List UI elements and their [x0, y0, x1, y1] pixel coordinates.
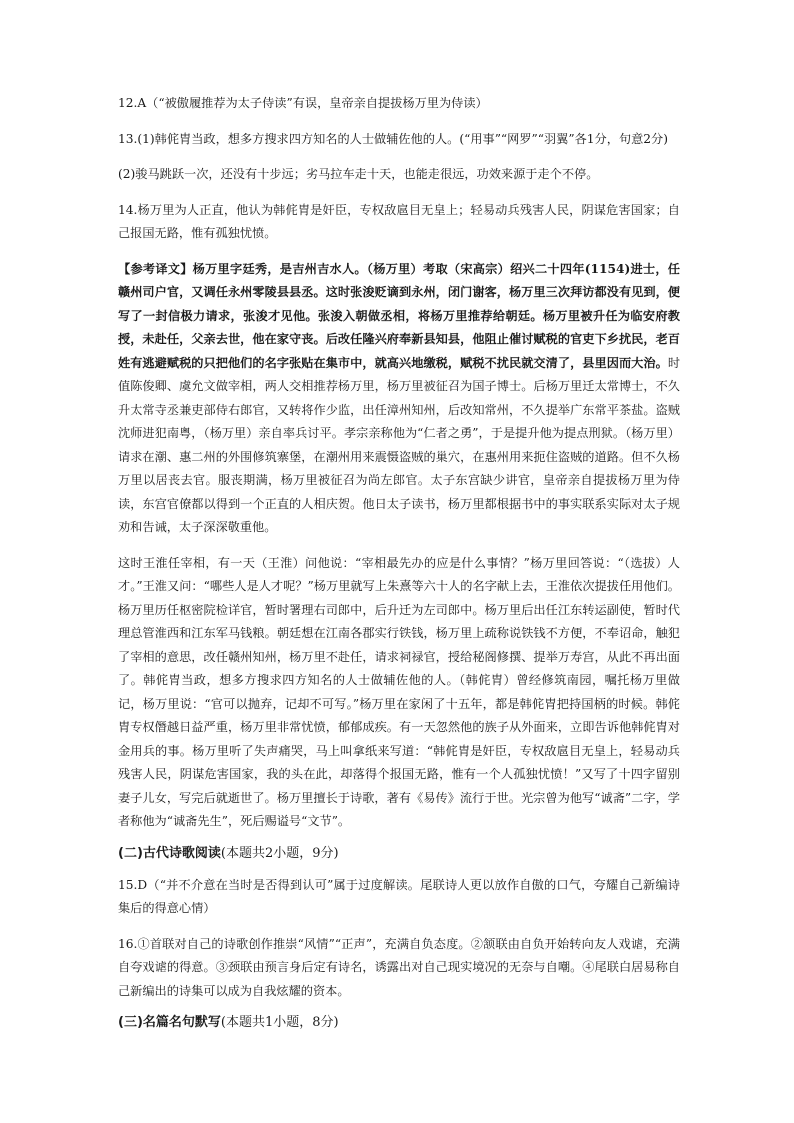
answer-q16: 16.①首联对自己的诗歌创作推崇“风情”“正声”，充满自负态度。②颔联由自负开始转向友人戏谑，充满自夸戏谑的得意。③颈联由预言身后定有诗名，诱露出对自己现实境况的无奈与自嘲。④尾联白居易称自己新编出的诗集可以成为自我炫耀的资本。	[118, 936, 680, 998]
answer-page	[118, 92, 680, 1035]
answer-q15: 15.D（“并不介意在当时是否得到认可”属于过度解读。尾联诗人更以放作自傲的口气，夸耀自己新编诗集后的得意心情）	[118, 877, 680, 915]
answer-q13-2: (2)骏马跳跃一次，还没有十步远；劣马拉车走十天，也能走很远，功效来源于走个不停。	[118, 167, 599, 181]
reference-translation-p1	[118, 258, 680, 540]
section2-note: (本题共2小题，9分)	[220, 845, 339, 861]
section3-note: (本题共1小题，8分)	[220, 1015, 339, 1030]
translation-normal-part: 时值陈俊卿、虞允文做宰相，两人交相推荐杨万里，杨万里被征召为国子博士。后杨万里迁太常博士，不久升太常寺丞兼吏部侍右郎官，又转将作少监，出任漳州知州，后改知常州，不久提举广东常平茶盐。盗贼沈师进犯南粤，（杨万里）亲自率兵讨平。孝宗亲称他为“仁者之勇”，于是提升他为提点刑狱。（杨万里）请求在潮、惠二州的外围修筑寨堡，在潮州用来震慑盗贼的巢穴，在惠州用来扼住盗贼的道路。但不久杨万里以居丧去官。服丧期满，杨万里被征召为尚左郎官。太子东宫缺少讲官，皇帝亲自提拔杨万里为侍读，东宫官僚都以得到一个正直的人相庆贺。他日太子读书，杨万里都根据书中的事实联系实际对太子规劝和告诫，太子深深敬重他。	[118, 355, 680, 534]
section-heading-poetry	[118, 842, 680, 866]
answer-q14: 14.杨万里为人正直，他认为韩侂胄是奸臣，专权敌扈目无皇上；轻易动兵残害人民，阴谋危害国家；自己报国无路，惟有孤独忧愤。	[118, 202, 680, 240]
section2-title: (二)古代诗歌阅读	[118, 845, 221, 861]
section-heading-recitation	[118, 1011, 680, 1035]
translation-bold-part: 【参考译文】杨万里字廷秀，是吉州吉水人。（杨万里）考取（宋高宗）绍兴二十四年(1154)进士，任赣州司户官，又调任永州零陵县县丞。这时张浚贬谪到永州，闭门谢客，杨万里三次拜访都没有见到，便写了一封信极力请求，张浚才见他。张浚入朝做丞相，将杨万里推荐给朝廷。杨万里被升任为临安府教授，未赴任，父亲去世，他在家守丧。后改任隆兴府奉新县知县，他阻止催讨赋税的官吏下乡扰民，老百姓有逃避赋税的只把他们的名字张贴在集市中，就高兴地缴税，赋税不扰民就交清了，县里因而大治。	[118, 261, 680, 370]
answer-q12: 12.A（“被傲履推荐为太子侍读”有误，皇帝亲自提拔杨万里为侍读）	[118, 96, 488, 110]
section3-title: (三)名篇名句默写	[118, 1015, 221, 1030]
answer-q13-1: 13.(1)韩侂胄当政，想多方搜求四方知名的人士做辅佐他的人。(“用事”“网罗”“羽翼”各1分，句意2分)	[118, 131, 668, 146]
reference-translation-p2: 这时王淮任宰相，有一天（王淮）问他说：“宰相最先办的应是什么事情？”杨万里回答说：“（选拔）人才。”王淮又问：“哪些人是人才呢？”杨万里就写上朱熹等六十人的名字献上去，王淮依次提拔任用他们。杨万里历任枢密院检详官，暂时署理右司郎中，后升迁为左司郎中。杨万里后出任江东转运副使，暂时代理总管淮西和江东军马钱粮。朝廷想在江南各郡实行铁钱，杨万里上疏称说铁钱不方便，不奉诏命，触犯了宰相的意思，改任赣州知州，杨万里不赴任，请求祠禄官，授给秘阁修撰、提举万寿宫，从此不再出面了。韩侂胄当政，想多方搜求四方知名的人士做辅佐他的人。（韩侂胄）曾经修筑南园，嘱托杨万里做记，杨万里说：“官可以抛弃，记却不可写。”杨万里在家闲了十五年，都是韩侂胄把持国柄的时候。韩侂胄专权僭越日益严重，杨万里非常忧愤，郁郁成疾。有一天忽然他的族子从外面来，立即告诉他韩侂胄对金用兵的事。杨万里听了失声痛哭，马上叫拿纸来写道：“韩侂胄是奸臣，专权敌扈目无皇上，轻易动兵残害人民，阴谋危害国家，我的头在此，却落得个报国无路，惟有一个人孤独忧愤！”又写了十四字留别妻子儿女，写完后就逝世了。杨万里擅长于诗歌，著有《易传》流行于世。光宗曾为他写“诚斋”二字，学者称他为“诚斋先生”，死后赐谥号“文节”。	[118, 555, 680, 828]
